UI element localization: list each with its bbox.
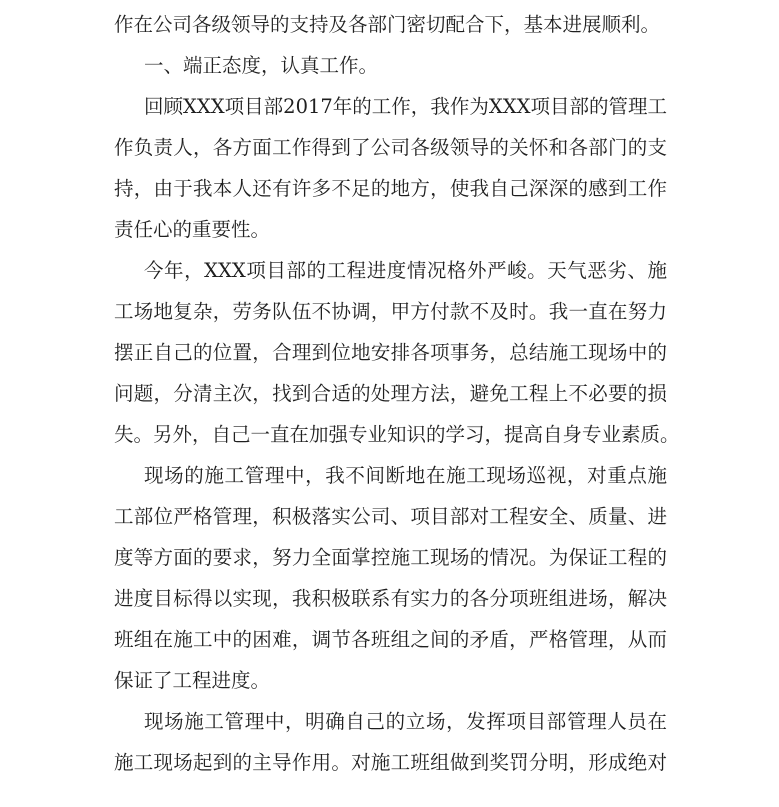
text-line: 工场地复杂，劳务队伍不协调，甲方付款不及时。我一直在努力 — [114, 300, 667, 323]
text-line: 现场的施工管理中，我不间断地在施工现场巡视，对重点施 — [144, 464, 667, 487]
text-line: 问题，分清主次，找到合适的处理方法，避免工程上不必要的损 — [114, 382, 667, 405]
text-line: 持，由于我本人还有许多不足的地方，使我自己深深的感到工作 — [114, 177, 667, 200]
text-line: 度等方面的要求，努力全面掌控施工现场的情况。为保证工程的 — [114, 546, 667, 569]
text-line: 班组在施工中的困难，调节各班组之间的矛盾，严格管理，从而 — [114, 628, 667, 651]
text-line: 现场施工管理中，明确自己的立场，发挥项目部管理人员在 — [144, 710, 667, 733]
text-line: 回顾XXX项目部2017年的工作，我作为XXX项目部的管理工 — [144, 95, 667, 118]
text-line: 工部位严格管理，积极落实公司、项目部对工程安全、质量、进 — [114, 505, 667, 528]
text-line: 失。另外，自己一直在加强专业知识的学习，提高自身专业素质。 — [114, 423, 680, 446]
text-line: 作在公司各级领导的支持及各部门密切配合下，基本进展顺利。 — [114, 13, 661, 36]
text-line: 摆正自己的位置，合理到位地安排各项事务，总结施工现场中的 — [114, 341, 667, 364]
text-line: 作负责人，各方面工作得到了公司各级领导的关怀和各部门的支 — [114, 136, 667, 159]
text-line: 责任心的重要性。 — [114, 218, 271, 241]
text-line: 一、端正态度，认真工作。 — [144, 54, 379, 77]
document-body — [114, 4, 680, 783]
text-line: 保证了工程进度。 — [114, 669, 271, 692]
text-line: 施工现场起到的主导作用。对施工班组做到奖罚分明，形成绝对 — [114, 751, 667, 774]
text-line: 今年，XXX项目部的工程进度情况格外严峻。天气恶劣、施 — [144, 259, 667, 282]
text-line: 进度目标得以实现，我积极联系有实力的各分项班组进场，解决 — [114, 587, 667, 610]
